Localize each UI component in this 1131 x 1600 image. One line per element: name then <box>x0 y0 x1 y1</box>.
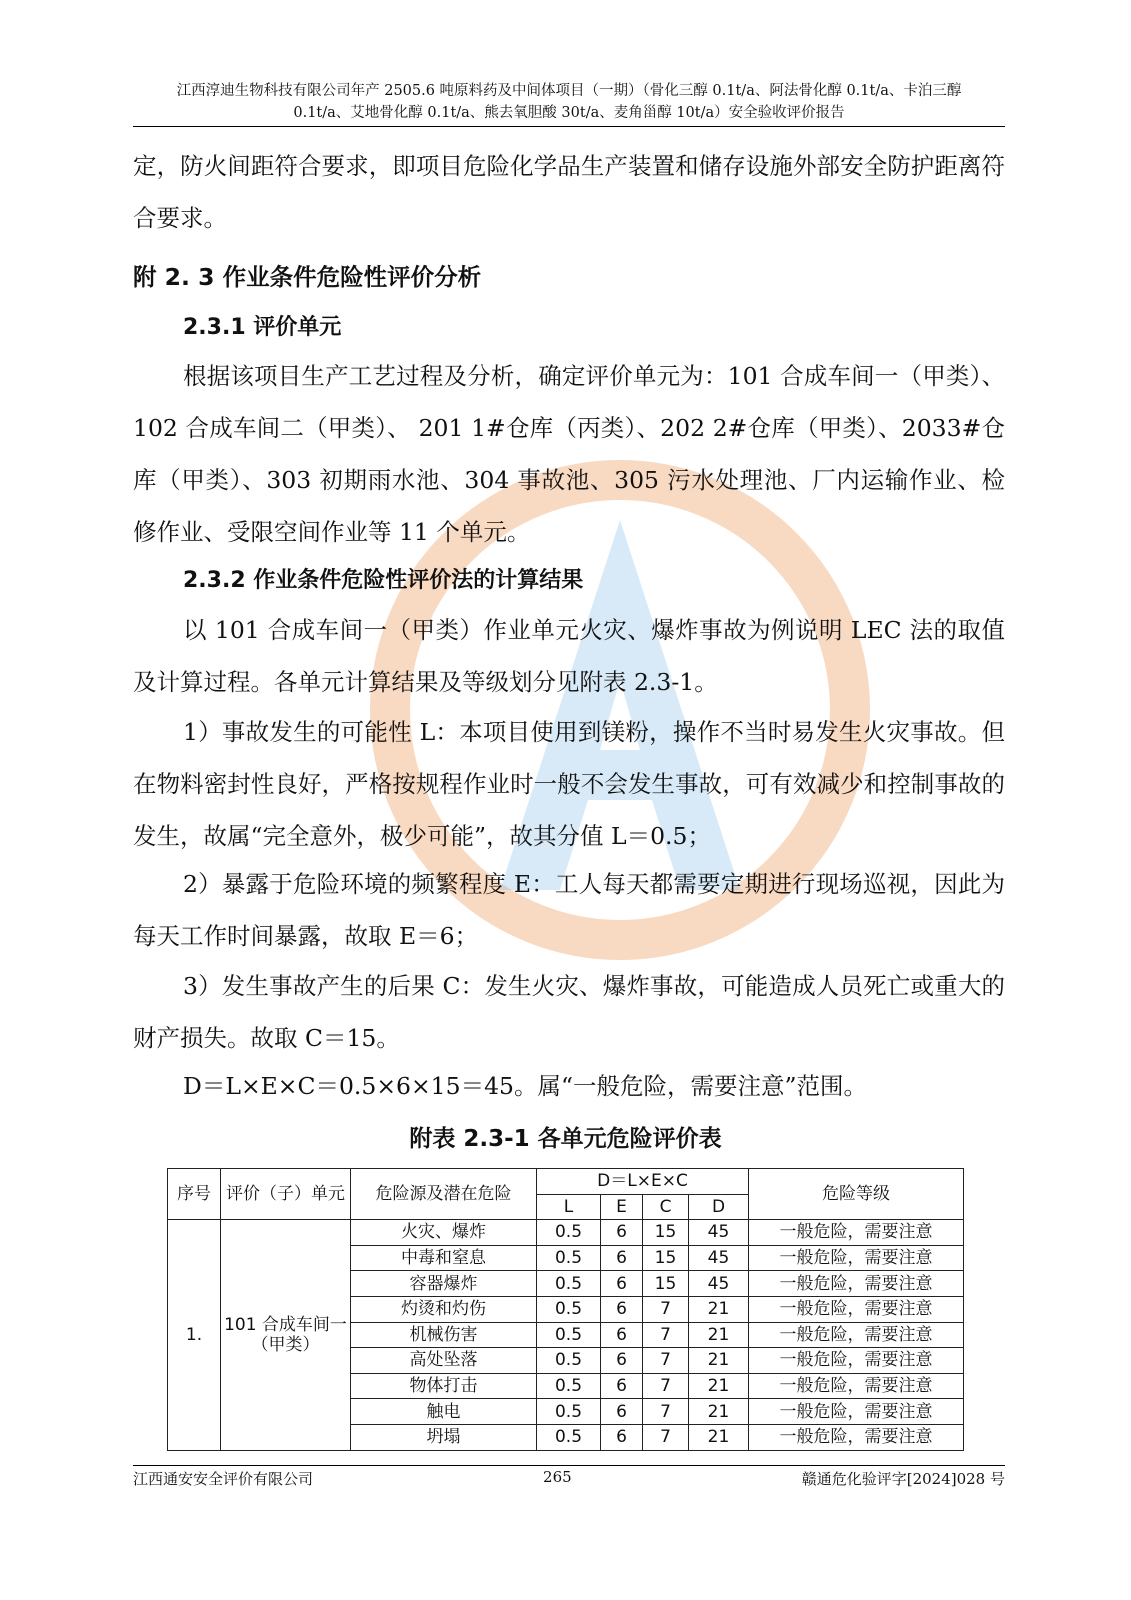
intro-paragraph: 定，防火间距符合要求，即项目危险化学品生产装置和储存设施外部安全防护距离符合要求。 <box>133 152 1005 232</box>
cell-hazard: 物体打击 <box>351 1373 537 1399</box>
cell-D: 21 <box>689 1373 749 1399</box>
cell-hazard: 触电 <box>351 1399 537 1425</box>
table-title: 附表 2.3-1 各单元危险评价表 <box>409 1126 722 1152</box>
cell-C: 15 <box>643 1245 689 1271</box>
cell-L: 0.5 <box>537 1220 601 1246</box>
cell-hazard: 火灾、爆炸 <box>351 1220 537 1246</box>
cell-E: 6 <box>601 1245 643 1271</box>
cell-C: 7 <box>643 1296 689 1322</box>
cell-E: 6 <box>601 1373 643 1399</box>
cell-L: 0.5 <box>537 1322 601 1348</box>
header-hazard: 危险源及潜在危险 <box>351 1169 537 1220</box>
cell-L: 0.5 <box>537 1399 601 1425</box>
cell-hazard: 中毒和窒息 <box>351 1245 537 1271</box>
cell-D: 45 <box>689 1245 749 1271</box>
header-L: L <box>537 1194 601 1220</box>
header-C: C <box>643 1194 689 1220</box>
header-unit: 评价（子）单元 <box>221 1169 351 1220</box>
cell-L: 0.5 <box>537 1271 601 1297</box>
page-footer <box>133 1465 1005 1489</box>
cell-hazard: 坍塌 <box>351 1424 537 1450</box>
header-line-2: 0.1t/a、艾地骨化醇 0.1t/a、熊去氧胆酸 30t/a、麦角甾醇 10t/a）安全验收评价报告 <box>293 105 845 121</box>
result-paragraph: D＝L×E×C＝0.5×6×15＝45。属“一般危险，需要注意”范围。 <box>183 1072 868 1100</box>
header-formula: D＝L×E×C <box>537 1169 749 1195</box>
cell-level: 一般危险，需要注意 <box>749 1220 964 1246</box>
cell-E: 6 <box>601 1348 643 1374</box>
cell-L: 0.5 <box>537 1424 601 1450</box>
page-header <box>133 80 1005 127</box>
cell-C: 15 <box>643 1220 689 1246</box>
cell-D: 45 <box>689 1271 749 1297</box>
footer-doc-number: 赣通危化验评字[2024]028 号 <box>801 1470 1005 1488</box>
cell-level: 一般危险，需要注意 <box>749 1296 964 1322</box>
cell-D: 21 <box>689 1296 749 1322</box>
cell-E: 6 <box>601 1296 643 1322</box>
header-D: D <box>689 1194 749 1220</box>
risk-evaluation-table <box>167 1168 964 1451</box>
cell-E: 6 <box>601 1271 643 1297</box>
cell-level: 一般危险，需要注意 <box>749 1373 964 1399</box>
header-E: E <box>601 1194 643 1220</box>
cell-hazard: 灼烫和灼伤 <box>351 1296 537 1322</box>
subsection-title-2: 2.3.2 作业条件危险性评价法的计算结果 <box>183 568 584 593</box>
cell-L: 0.5 <box>537 1373 601 1399</box>
example-paragraph: 以 101 合成车间一（甲类）作业单元火灾、爆炸事故为例说明 LEC 法的取值及计算过程。各单元计算结果及等级划分见附表 2.3-1。 <box>133 616 1005 696</box>
cell-C: 7 <box>643 1348 689 1374</box>
cell-hazard: 机械伤害 <box>351 1322 537 1348</box>
cell-D: 21 <box>689 1424 749 1450</box>
cell-E: 6 <box>601 1424 643 1450</box>
cell-L: 0.5 <box>537 1348 601 1374</box>
cell-C: 7 <box>643 1373 689 1399</box>
header-seq: 序号 <box>168 1169 221 1220</box>
units-paragraph: 根据该项目生产工艺过程及分析，确定评价单元为：101 合成车间一（甲类）、102 合成车间二（甲类）、 201 1#仓库（丙类）、202 2#仓库（甲类）、2033#仓库（甲类）、303 初期雨水池、304 事故池、305 污水处理池、厂内运输作业、检修作业、受限空间作业等 11 个单元。 <box>133 362 1005 546</box>
cell-level: 一般危险，需要注意 <box>749 1245 964 1271</box>
cell-hazard: 容器爆炸 <box>351 1271 537 1297</box>
exposure-paragraph: 2）暴露于危险环境的频繁程度 E：工人每天都需要定期进行现场巡视，因此为每天工作时间暴露，故取 E＝6； <box>133 870 1005 950</box>
cell-E: 6 <box>601 1399 643 1425</box>
cell-C: 7 <box>643 1424 689 1450</box>
cell-C: 15 <box>643 1271 689 1297</box>
cell-L: 0.5 <box>537 1296 601 1322</box>
cell-E: 6 <box>601 1322 643 1348</box>
footer-company: 江西通安安全评价有限公司 <box>133 1470 314 1488</box>
subsection-title-1: 2.3.1 评价单元 <box>183 315 342 340</box>
group-seq: 1. <box>168 1220 221 1450</box>
cell-L: 0.5 <box>537 1245 601 1271</box>
cell-D: 21 <box>689 1322 749 1348</box>
footer-page-number: 265 <box>543 1468 572 1486</box>
header-level: 危险等级 <box>749 1169 964 1220</box>
cell-D: 45 <box>689 1220 749 1246</box>
table-row <box>168 1220 964 1246</box>
cell-C: 7 <box>643 1399 689 1425</box>
cell-D: 21 <box>689 1399 749 1425</box>
section-title: 附 2. 3 作业条件危险性评价分析 <box>133 263 482 291</box>
cell-level: 一般危险，需要注意 <box>749 1348 964 1374</box>
group-unit: 101 合成车间一（甲类） <box>221 1220 351 1450</box>
cell-level: 一般危险，需要注意 <box>749 1271 964 1297</box>
cell-level: 一般危险，需要注意 <box>749 1399 964 1425</box>
table-header-row <box>168 1169 964 1195</box>
header-line-1: 江西淳迪生物科技有限公司年产 2505.6 吨原料药及中间体项目（一期）（骨化三醇 0.1t/a、阿法骨化醇 0.1t/a、卡泊三醇 <box>176 83 962 99</box>
cell-level: 一般危险，需要注意 <box>749 1424 964 1450</box>
consequence-paragraph: 3）发生事故产生的后果 C：发生火灾、爆炸事故，可能造成人员死亡或重大的财产损失。故取 C＝15。 <box>133 972 1005 1052</box>
cell-level: 一般危险，需要注意 <box>749 1322 964 1348</box>
likelihood-paragraph: 1）事故发生的可能性 L：本项目使用到镁粉，操作不当时易发生火灾事故。但在物料密封性良好，严格按规程作业时一般不会发生事故，可有效减少和控制事故的发生，故属“完全意外，极少可能”，故其分值 L＝0.5； <box>133 718 1005 850</box>
cell-C: 7 <box>643 1322 689 1348</box>
cell-E: 6 <box>601 1220 643 1246</box>
cell-D: 21 <box>689 1348 749 1374</box>
cell-hazard: 高处坠落 <box>351 1348 537 1374</box>
